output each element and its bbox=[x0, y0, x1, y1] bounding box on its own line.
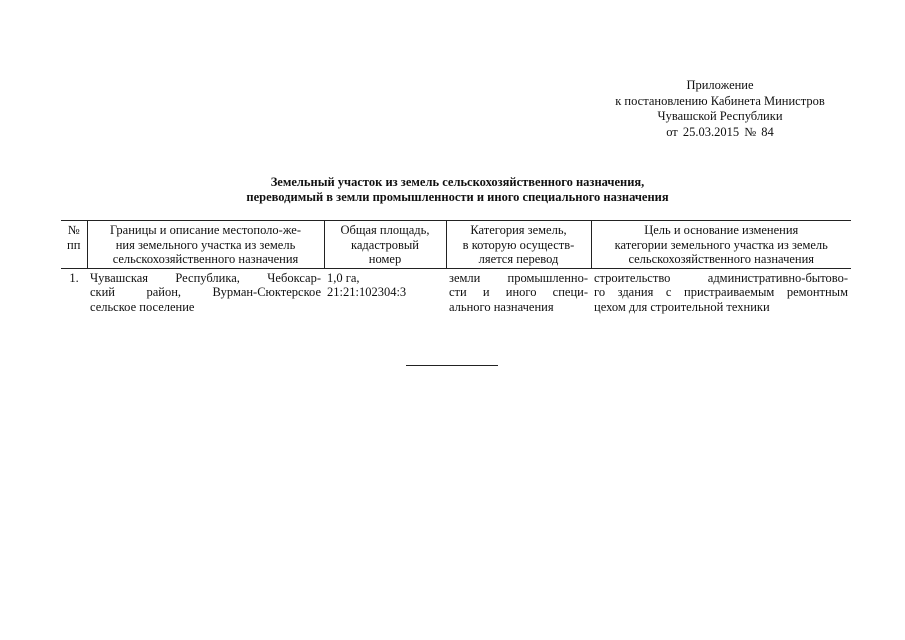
cell-goal-line: цехом для строительной техники bbox=[594, 299, 770, 314]
header-num-line: № bbox=[67, 223, 80, 237]
cell-area-line: 21:21:102304:3 bbox=[327, 285, 407, 299]
cell-category-line: земли промышленно- bbox=[449, 270, 588, 285]
header-num-line: пп bbox=[67, 237, 81, 252]
header-goal bbox=[591, 221, 851, 269]
header-area bbox=[324, 221, 446, 269]
cell-location-line: Чувашская Республика, Чебоксар- bbox=[90, 270, 321, 285]
title-line-1: Земельный участок из земель сельскохозяйственного назначения, bbox=[270, 175, 645, 189]
header-category bbox=[446, 221, 591, 269]
land-plot-table bbox=[61, 220, 851, 314]
cell-category-line: сти и иного специ- bbox=[449, 285, 588, 299]
cell-category-line: ального назначения bbox=[449, 299, 554, 314]
cell-goal-line: го здания с пристраиваемым ремонтным bbox=[594, 285, 848, 299]
header-location-line: ния земельного участка из земель bbox=[115, 237, 296, 252]
cell-num: 1. bbox=[69, 270, 79, 285]
header-location bbox=[87, 221, 324, 269]
appendix-line-1: Приложение bbox=[686, 78, 754, 92]
header-area-line: Общая площадь, bbox=[340, 223, 430, 237]
header-category-line: Категория земель, bbox=[470, 223, 567, 237]
appendix-line-3: Чувашской Республики bbox=[657, 109, 783, 123]
header-area-line: кадастровый bbox=[351, 237, 419, 252]
end-separator-line bbox=[406, 365, 498, 366]
title-line-2: переводимый в земли промышленности и иного специального назначения bbox=[246, 190, 669, 204]
header-category-line: ляется перевод bbox=[478, 252, 559, 266]
header-location-line: сельскохозяйственного назначения bbox=[112, 252, 299, 266]
header-area-line: номер bbox=[368, 252, 402, 266]
table-header-row bbox=[61, 221, 851, 269]
cell-location-line: ский район, Вурман-Сюктерское bbox=[90, 285, 321, 299]
cell-location bbox=[87, 268, 324, 314]
cell-area bbox=[324, 268, 446, 314]
appendix-line-2: к постановлению Кабинета Министров bbox=[615, 93, 825, 108]
header-category-line: в которую осуществ- bbox=[462, 237, 575, 252]
cell-location-line: сельское поселение bbox=[90, 299, 195, 314]
header-num bbox=[61, 221, 87, 269]
header-goal-line: категории земельного участка из земель bbox=[614, 237, 828, 252]
table-row bbox=[61, 268, 851, 314]
cell-goal bbox=[591, 268, 851, 314]
appendix-block bbox=[580, 78, 860, 140]
cell-goal-line: строительство административно-бытово- bbox=[594, 270, 848, 285]
cell-area-line: 1,0 га, bbox=[327, 270, 360, 285]
appendix-line-4: от 25.03.2015 № 84 bbox=[666, 124, 774, 139]
header-location-line: Границы и описание местополо-же- bbox=[109, 223, 302, 237]
document-title bbox=[100, 175, 815, 205]
header-goal-line: сельскохозяйственного назначения bbox=[628, 252, 815, 266]
header-goal-line: Цель и основание изменения bbox=[644, 223, 799, 237]
cell-category bbox=[446, 268, 591, 314]
